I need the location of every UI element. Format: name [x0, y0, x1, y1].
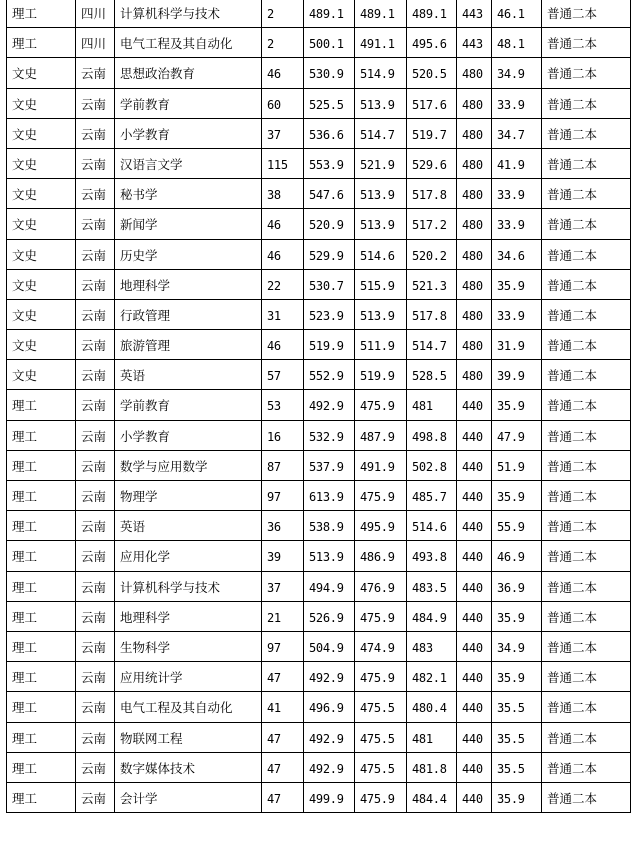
min-score-cell: 475.9 — [355, 782, 407, 812]
subject-category-cell: 理工 — [7, 722, 76, 752]
major-cell: 数学与应用数学 — [115, 450, 262, 480]
subject-category-cell: 文史 — [7, 58, 76, 88]
major-cell: 电气工程及其自动化 — [115, 692, 262, 722]
control-line-cell: 480 — [457, 330, 492, 360]
table-row — [7, 209, 631, 239]
subject-category-cell: 理工 — [7, 511, 76, 541]
province-cell: 四川 — [76, 0, 115, 28]
batch-cell: 普通二本 — [542, 179, 631, 209]
major-cell: 地理科学 — [115, 601, 262, 631]
control-line-cell: 443 — [457, 28, 492, 58]
max-score-cell: 519.9 — [304, 330, 355, 360]
avg-score-cell: 520.5 — [407, 58, 457, 88]
min-score-cell: 475.9 — [355, 390, 407, 420]
table-row — [7, 179, 631, 209]
avg-score-cell: 517.8 — [407, 179, 457, 209]
max-score-cell: 513.9 — [304, 541, 355, 571]
province-cell: 云南 — [76, 511, 115, 541]
min-score-cell: 475.5 — [355, 692, 407, 722]
enrollment-count-cell: 39 — [262, 541, 304, 571]
subject-category-cell: 文史 — [7, 330, 76, 360]
enrollment-count-cell: 46 — [262, 209, 304, 239]
batch-cell: 普通二本 — [542, 420, 631, 450]
major-cell: 英语 — [115, 511, 262, 541]
avg-score-cell: 481.8 — [407, 752, 457, 782]
batch-cell: 普通二本 — [542, 269, 631, 299]
control-line-cell: 440 — [457, 752, 492, 782]
table-row — [7, 330, 631, 360]
enrollment-count-cell: 47 — [262, 782, 304, 812]
major-cell: 生物科学 — [115, 631, 262, 661]
subject-category-cell: 理工 — [7, 782, 76, 812]
score-diff-cell: 31.9 — [492, 330, 542, 360]
major-cell: 新闻学 — [115, 209, 262, 239]
enrollment-count-cell: 46 — [262, 239, 304, 269]
table-row — [7, 481, 631, 511]
batch-cell: 普通二本 — [542, 631, 631, 661]
batch-cell: 普通二本 — [542, 148, 631, 178]
province-cell: 云南 — [76, 450, 115, 480]
min-score-cell: 475.9 — [355, 601, 407, 631]
batch-cell: 普通二本 — [542, 782, 631, 812]
table-row — [7, 541, 631, 571]
avg-score-cell: 502.8 — [407, 450, 457, 480]
max-score-cell: 537.9 — [304, 450, 355, 480]
batch-cell: 普通二本 — [542, 330, 631, 360]
avg-score-cell: 483.5 — [407, 571, 457, 601]
major-cell: 历史学 — [115, 239, 262, 269]
batch-cell: 普通二本 — [542, 239, 631, 269]
major-cell: 秘书学 — [115, 179, 262, 209]
score-diff-cell: 34.9 — [492, 631, 542, 661]
control-line-cell: 480 — [457, 58, 492, 88]
enrollment-count-cell: 53 — [262, 390, 304, 420]
subject-category-cell: 理工 — [7, 571, 76, 601]
province-cell: 云南 — [76, 692, 115, 722]
avg-score-cell: 483 — [407, 631, 457, 661]
min-score-cell: 511.9 — [355, 330, 407, 360]
enrollment-count-cell: 2 — [262, 0, 304, 28]
max-score-cell: 538.9 — [304, 511, 355, 541]
min-score-cell: 513.9 — [355, 299, 407, 329]
max-score-cell: 613.9 — [304, 481, 355, 511]
max-score-cell: 499.9 — [304, 782, 355, 812]
batch-cell: 普通二本 — [542, 118, 631, 148]
table-row — [7, 662, 631, 692]
batch-cell: 普通二本 — [542, 692, 631, 722]
score-diff-cell: 33.9 — [492, 209, 542, 239]
enrollment-count-cell: 41 — [262, 692, 304, 722]
batch-cell: 普通二本 — [542, 601, 631, 631]
table-row — [7, 0, 631, 28]
enrollment-count-cell: 87 — [262, 450, 304, 480]
enrollment-count-cell: 47 — [262, 752, 304, 782]
avg-score-cell: 498.8 — [407, 420, 457, 450]
major-cell: 学前教育 — [115, 390, 262, 420]
enrollment-count-cell: 115 — [262, 148, 304, 178]
max-score-cell: 492.9 — [304, 390, 355, 420]
control-line-cell: 440 — [457, 390, 492, 420]
major-cell: 思想政治教育 — [115, 58, 262, 88]
min-score-cell: 495.9 — [355, 511, 407, 541]
score-diff-cell: 35.9 — [492, 481, 542, 511]
table-row — [7, 692, 631, 722]
max-score-cell: 496.9 — [304, 692, 355, 722]
avg-score-cell: 484.9 — [407, 601, 457, 631]
max-score-cell: 552.9 — [304, 360, 355, 390]
control-line-cell: 440 — [457, 692, 492, 722]
max-score-cell: 492.9 — [304, 722, 355, 752]
major-cell: 计算机科学与技术 — [115, 571, 262, 601]
subject-category-cell: 理工 — [7, 481, 76, 511]
score-diff-cell: 35.5 — [492, 722, 542, 752]
subject-category-cell: 文史 — [7, 88, 76, 118]
avg-score-cell: 520.2 — [407, 239, 457, 269]
min-score-cell: 474.9 — [355, 631, 407, 661]
score-diff-cell: 35.9 — [492, 269, 542, 299]
avg-score-cell: 514.6 — [407, 511, 457, 541]
major-cell: 地理科学 — [115, 269, 262, 299]
control-line-cell: 440 — [457, 662, 492, 692]
batch-cell: 普通二本 — [542, 752, 631, 782]
enrollment-count-cell: 22 — [262, 269, 304, 299]
score-diff-cell: 41.9 — [492, 148, 542, 178]
major-cell: 行政管理 — [115, 299, 262, 329]
major-cell: 会计学 — [115, 782, 262, 812]
min-score-cell: 519.9 — [355, 360, 407, 390]
control-line-cell: 440 — [457, 541, 492, 571]
enrollment-count-cell: 2 — [262, 28, 304, 58]
major-cell: 应用化学 — [115, 541, 262, 571]
avg-score-cell: 529.6 — [407, 148, 457, 178]
control-line-cell: 480 — [457, 299, 492, 329]
min-score-cell: 475.5 — [355, 752, 407, 782]
score-diff-cell: 35.9 — [492, 601, 542, 631]
control-line-cell: 480 — [457, 179, 492, 209]
enrollment-count-cell: 46 — [262, 58, 304, 88]
score-diff-cell: 39.9 — [492, 360, 542, 390]
score-diff-cell: 35.9 — [492, 782, 542, 812]
avg-score-cell: 528.5 — [407, 360, 457, 390]
score-diff-cell: 35.9 — [492, 390, 542, 420]
subject-category-cell: 文史 — [7, 269, 76, 299]
score-diff-cell: 46.1 — [492, 0, 542, 28]
enrollment-count-cell: 57 — [262, 360, 304, 390]
avg-score-cell: 485.7 — [407, 481, 457, 511]
subject-category-cell: 文史 — [7, 179, 76, 209]
major-cell: 物联网工程 — [115, 722, 262, 752]
control-line-cell: 480 — [457, 118, 492, 148]
min-score-cell: 489.1 — [355, 0, 407, 28]
avg-score-cell: 480.4 — [407, 692, 457, 722]
subject-category-cell: 文史 — [7, 360, 76, 390]
province-cell: 云南 — [76, 541, 115, 571]
table-row — [7, 420, 631, 450]
province-cell: 云南 — [76, 299, 115, 329]
control-line-cell: 480 — [457, 148, 492, 178]
score-diff-cell: 51.9 — [492, 450, 542, 480]
max-score-cell: 553.9 — [304, 148, 355, 178]
avg-score-cell: 517.8 — [407, 299, 457, 329]
score-diff-cell: 55.9 — [492, 511, 542, 541]
score-diff-cell: 36.9 — [492, 571, 542, 601]
subject-category-cell: 理工 — [7, 601, 76, 631]
table-row — [7, 450, 631, 480]
table-row — [7, 782, 631, 812]
score-diff-cell: 33.9 — [492, 88, 542, 118]
table-row — [7, 58, 631, 88]
enrollment-count-cell: 46 — [262, 330, 304, 360]
table-row — [7, 118, 631, 148]
max-score-cell: 492.9 — [304, 662, 355, 692]
control-line-cell: 480 — [457, 239, 492, 269]
table-row — [7, 360, 631, 390]
major-cell: 应用统计学 — [115, 662, 262, 692]
score-diff-cell: 33.9 — [492, 299, 542, 329]
min-score-cell: 487.9 — [355, 420, 407, 450]
batch-cell: 普通二本 — [542, 299, 631, 329]
max-score-cell: 523.9 — [304, 299, 355, 329]
min-score-cell: 491.9 — [355, 450, 407, 480]
max-score-cell: 530.7 — [304, 269, 355, 299]
table-row — [7, 722, 631, 752]
min-score-cell: 475.9 — [355, 481, 407, 511]
table-row — [7, 148, 631, 178]
subject-category-cell: 理工 — [7, 541, 76, 571]
batch-cell: 普通二本 — [542, 481, 631, 511]
min-score-cell: 513.9 — [355, 179, 407, 209]
max-score-cell: 536.6 — [304, 118, 355, 148]
min-score-cell: 513.9 — [355, 88, 407, 118]
min-score-cell: 486.9 — [355, 541, 407, 571]
table-row — [7, 28, 631, 58]
province-cell: 云南 — [76, 209, 115, 239]
avg-score-cell: 514.7 — [407, 330, 457, 360]
batch-cell: 普通二本 — [542, 0, 631, 28]
avg-score-cell: 481 — [407, 390, 457, 420]
table-row — [7, 601, 631, 631]
enrollment-count-cell: 47 — [262, 722, 304, 752]
min-score-cell: 514.6 — [355, 239, 407, 269]
table-row — [7, 752, 631, 782]
control-line-cell: 480 — [457, 209, 492, 239]
table-row — [7, 631, 631, 661]
score-diff-cell: 34.7 — [492, 118, 542, 148]
province-cell: 云南 — [76, 601, 115, 631]
major-cell: 汉语言文学 — [115, 148, 262, 178]
province-cell: 云南 — [76, 269, 115, 299]
province-cell: 云南 — [76, 722, 115, 752]
major-cell: 计算机科学与技术 — [115, 0, 262, 28]
avg-score-cell: 482.1 — [407, 662, 457, 692]
major-cell: 小学教育 — [115, 118, 262, 148]
score-diff-cell: 34.6 — [492, 239, 542, 269]
enrollment-count-cell: 97 — [262, 481, 304, 511]
enrollment-count-cell: 37 — [262, 571, 304, 601]
enrollment-count-cell: 31 — [262, 299, 304, 329]
batch-cell: 普通二本 — [542, 28, 631, 58]
min-score-cell: 475.5 — [355, 722, 407, 752]
enrollment-count-cell: 16 — [262, 420, 304, 450]
major-cell: 物理学 — [115, 481, 262, 511]
score-diff-cell: 33.9 — [492, 179, 542, 209]
control-line-cell: 440 — [457, 631, 492, 661]
avg-score-cell: 519.7 — [407, 118, 457, 148]
score-diff-cell: 47.9 — [492, 420, 542, 450]
major-cell: 数字媒体技术 — [115, 752, 262, 782]
subject-category-cell: 文史 — [7, 209, 76, 239]
control-line-cell: 440 — [457, 511, 492, 541]
table-body — [7, 0, 631, 813]
max-score-cell: 500.1 — [304, 28, 355, 58]
max-score-cell: 532.9 — [304, 420, 355, 450]
min-score-cell: 491.1 — [355, 28, 407, 58]
enrollment-count-cell: 47 — [262, 662, 304, 692]
avg-score-cell: 521.3 — [407, 269, 457, 299]
subject-category-cell: 理工 — [7, 662, 76, 692]
enrollment-count-cell: 38 — [262, 179, 304, 209]
control-line-cell: 480 — [457, 360, 492, 390]
avg-score-cell: 493.8 — [407, 541, 457, 571]
enrollment-count-cell: 60 — [262, 88, 304, 118]
province-cell: 云南 — [76, 390, 115, 420]
enrollment-count-cell: 97 — [262, 631, 304, 661]
max-score-cell: 489.1 — [304, 0, 355, 28]
province-cell: 云南 — [76, 148, 115, 178]
table-row — [7, 88, 631, 118]
min-score-cell: 521.9 — [355, 148, 407, 178]
enrollment-count-cell: 36 — [262, 511, 304, 541]
subject-category-cell: 文史 — [7, 299, 76, 329]
province-cell: 云南 — [76, 118, 115, 148]
major-cell: 电气工程及其自动化 — [115, 28, 262, 58]
min-score-cell: 475.9 — [355, 662, 407, 692]
subject-category-cell: 理工 — [7, 420, 76, 450]
score-diff-cell: 35.5 — [492, 752, 542, 782]
major-cell: 旅游管理 — [115, 330, 262, 360]
batch-cell: 普通二本 — [542, 511, 631, 541]
min-score-cell: 476.9 — [355, 571, 407, 601]
province-cell: 云南 — [76, 420, 115, 450]
batch-cell: 普通二本 — [542, 722, 631, 752]
batch-cell: 普通二本 — [542, 541, 631, 571]
score-diff-cell: 35.5 — [492, 692, 542, 722]
score-diff-cell: 35.9 — [492, 662, 542, 692]
province-cell: 云南 — [76, 58, 115, 88]
enrollment-count-cell: 21 — [262, 601, 304, 631]
max-score-cell: 547.6 — [304, 179, 355, 209]
control-line-cell: 440 — [457, 722, 492, 752]
batch-cell: 普通二本 — [542, 58, 631, 88]
subject-category-cell: 理工 — [7, 28, 76, 58]
avg-score-cell: 517.6 — [407, 88, 457, 118]
control-line-cell: 480 — [457, 88, 492, 118]
subject-category-cell: 文史 — [7, 118, 76, 148]
score-diff-cell: 34.9 — [492, 58, 542, 88]
province-cell: 云南 — [76, 330, 115, 360]
max-score-cell: 504.9 — [304, 631, 355, 661]
province-cell: 云南 — [76, 782, 115, 812]
subject-category-cell: 文史 — [7, 239, 76, 269]
avg-score-cell: 495.6 — [407, 28, 457, 58]
table-row — [7, 299, 631, 329]
subject-category-cell: 文史 — [7, 148, 76, 178]
min-score-cell: 513.9 — [355, 209, 407, 239]
province-cell: 云南 — [76, 752, 115, 782]
subject-category-cell: 理工 — [7, 0, 76, 28]
province-cell: 云南 — [76, 239, 115, 269]
table-row — [7, 390, 631, 420]
batch-cell: 普通二本 — [542, 662, 631, 692]
province-cell: 云南 — [76, 481, 115, 511]
control-line-cell: 440 — [457, 601, 492, 631]
admission-scores-table — [6, 0, 631, 813]
province-cell: 四川 — [76, 28, 115, 58]
batch-cell: 普通二本 — [542, 571, 631, 601]
subject-category-cell: 理工 — [7, 752, 76, 782]
major-cell: 学前教育 — [115, 88, 262, 118]
subject-category-cell: 理工 — [7, 692, 76, 722]
province-cell: 云南 — [76, 571, 115, 601]
control-line-cell: 443 — [457, 0, 492, 28]
province-cell: 云南 — [76, 88, 115, 118]
max-score-cell: 529.9 — [304, 239, 355, 269]
batch-cell: 普通二本 — [542, 88, 631, 118]
control-line-cell: 440 — [457, 571, 492, 601]
avg-score-cell: 489.1 — [407, 0, 457, 28]
max-score-cell: 525.5 — [304, 88, 355, 118]
major-cell: 小学教育 — [115, 420, 262, 450]
subject-category-cell: 理工 — [7, 631, 76, 661]
control-line-cell: 440 — [457, 450, 492, 480]
control-line-cell: 440 — [457, 782, 492, 812]
max-score-cell: 494.9 — [304, 571, 355, 601]
control-line-cell: 440 — [457, 481, 492, 511]
batch-cell: 普通二本 — [542, 209, 631, 239]
max-score-cell: 520.9 — [304, 209, 355, 239]
subject-category-cell: 理工 — [7, 390, 76, 420]
score-diff-cell: 48.1 — [492, 28, 542, 58]
major-cell: 英语 — [115, 360, 262, 390]
table-row — [7, 269, 631, 299]
table-row — [7, 239, 631, 269]
max-score-cell: 530.9 — [304, 58, 355, 88]
batch-cell: 普通二本 — [542, 450, 631, 480]
min-score-cell: 515.9 — [355, 269, 407, 299]
province-cell: 云南 — [76, 360, 115, 390]
batch-cell: 普通二本 — [542, 360, 631, 390]
province-cell: 云南 — [76, 631, 115, 661]
max-score-cell: 492.9 — [304, 752, 355, 782]
table-row — [7, 571, 631, 601]
score-diff-cell: 46.9 — [492, 541, 542, 571]
enrollment-count-cell: 37 — [262, 118, 304, 148]
avg-score-cell: 517.2 — [407, 209, 457, 239]
min-score-cell: 514.9 — [355, 58, 407, 88]
table-row — [7, 511, 631, 541]
min-score-cell: 514.7 — [355, 118, 407, 148]
avg-score-cell: 481 — [407, 722, 457, 752]
avg-score-cell: 484.4 — [407, 782, 457, 812]
batch-cell: 普通二本 — [542, 390, 631, 420]
province-cell: 云南 — [76, 179, 115, 209]
max-score-cell: 526.9 — [304, 601, 355, 631]
subject-category-cell: 理工 — [7, 450, 76, 480]
control-line-cell: 480 — [457, 269, 492, 299]
province-cell: 云南 — [76, 662, 115, 692]
control-line-cell: 440 — [457, 420, 492, 450]
